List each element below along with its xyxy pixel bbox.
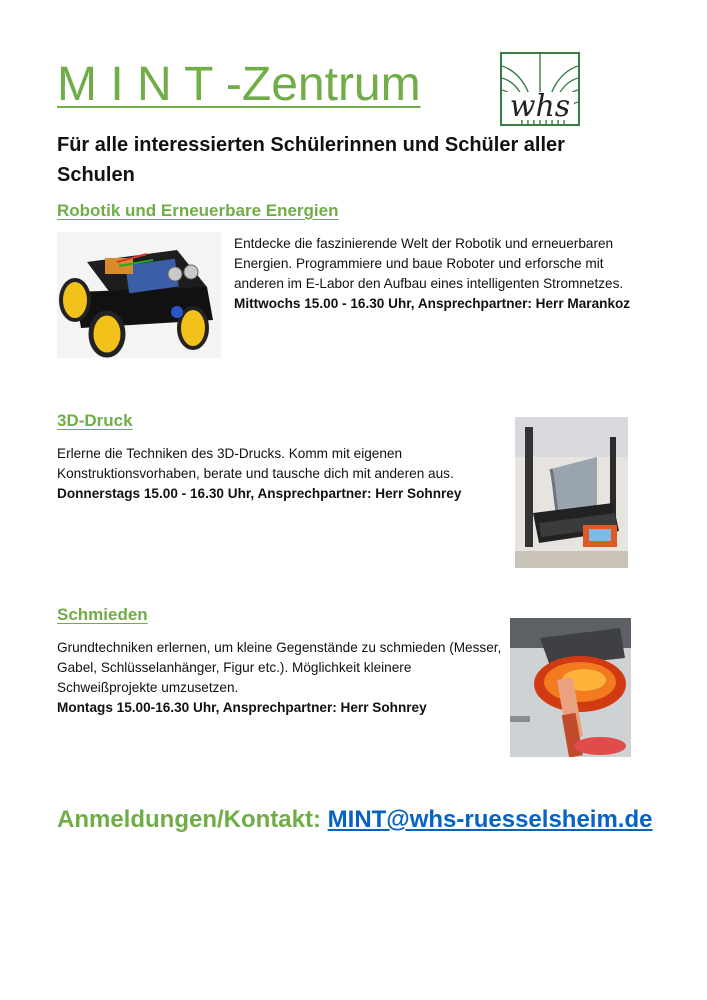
contact-line bbox=[57, 806, 652, 834]
section-description-robotik: Entdecke die faszinierende Welt der Robotik und erneuerbaren Energien. Programmiere und baue Roboter und erforsche mit anderen im E-Labor den Aufbau eines intelligenten Stromnetzes. bbox=[234, 236, 624, 291]
section-text-schmieden bbox=[57, 638, 502, 718]
section-heading-schmieden: Schmieden bbox=[57, 605, 148, 624]
section-description-3d-druck: Erlerne die Techniken des 3D-Drucks. Komm mit eigenen Konstruktionsvorhaben, berate und tausche dich mit anderen aus. bbox=[57, 446, 454, 481]
page-title: M I N T -Zentrum bbox=[57, 58, 421, 111]
section-text-robotik bbox=[234, 234, 634, 314]
forge-photo bbox=[510, 618, 631, 757]
section-schedule-schmieden: Montags 15.00-16.30 Uhr, Ansprechpartner: Herr Sohnrey bbox=[57, 700, 427, 715]
contact-email-link[interactable]: MINT@whs-ruesselsheim.de bbox=[327, 806, 653, 833]
section-heading-3d-druck: 3D-Druck bbox=[57, 411, 133, 430]
section-heading-robotik: Robotik und Erneuerbare Energien bbox=[57, 201, 339, 220]
section-schedule-3d-druck: Donnerstags 15.00 - 16.30 Uhr, Ansprechpartner: Herr Sohnrey bbox=[57, 486, 462, 501]
contact-label: Anmeldungen/Kontakt: bbox=[57, 806, 328, 833]
section-text-3d-druck bbox=[57, 444, 507, 504]
section-description-schmieden: Grundtechniken erlernen, um kleine Gegenstände zu schmieden (Messer, Gabel, Schlüsselanhänger, Figur etc.). Möglichkeit kleinere Schweißprojekte umzusetzen. bbox=[57, 640, 502, 695]
page-subtitle: Für alle interessierten Schülerinnen und Schüler aller Schulen bbox=[57, 134, 565, 186]
school-logo bbox=[500, 52, 580, 126]
3d-printer-photo bbox=[515, 417, 628, 568]
robot-car-photo bbox=[57, 232, 221, 358]
svg-text:whs: whs bbox=[509, 89, 571, 124]
section-schedule-robotik: Mittwochs 15.00 - 16.30 Uhr, Ansprechpartner: Herr Marankoz bbox=[234, 296, 631, 311]
